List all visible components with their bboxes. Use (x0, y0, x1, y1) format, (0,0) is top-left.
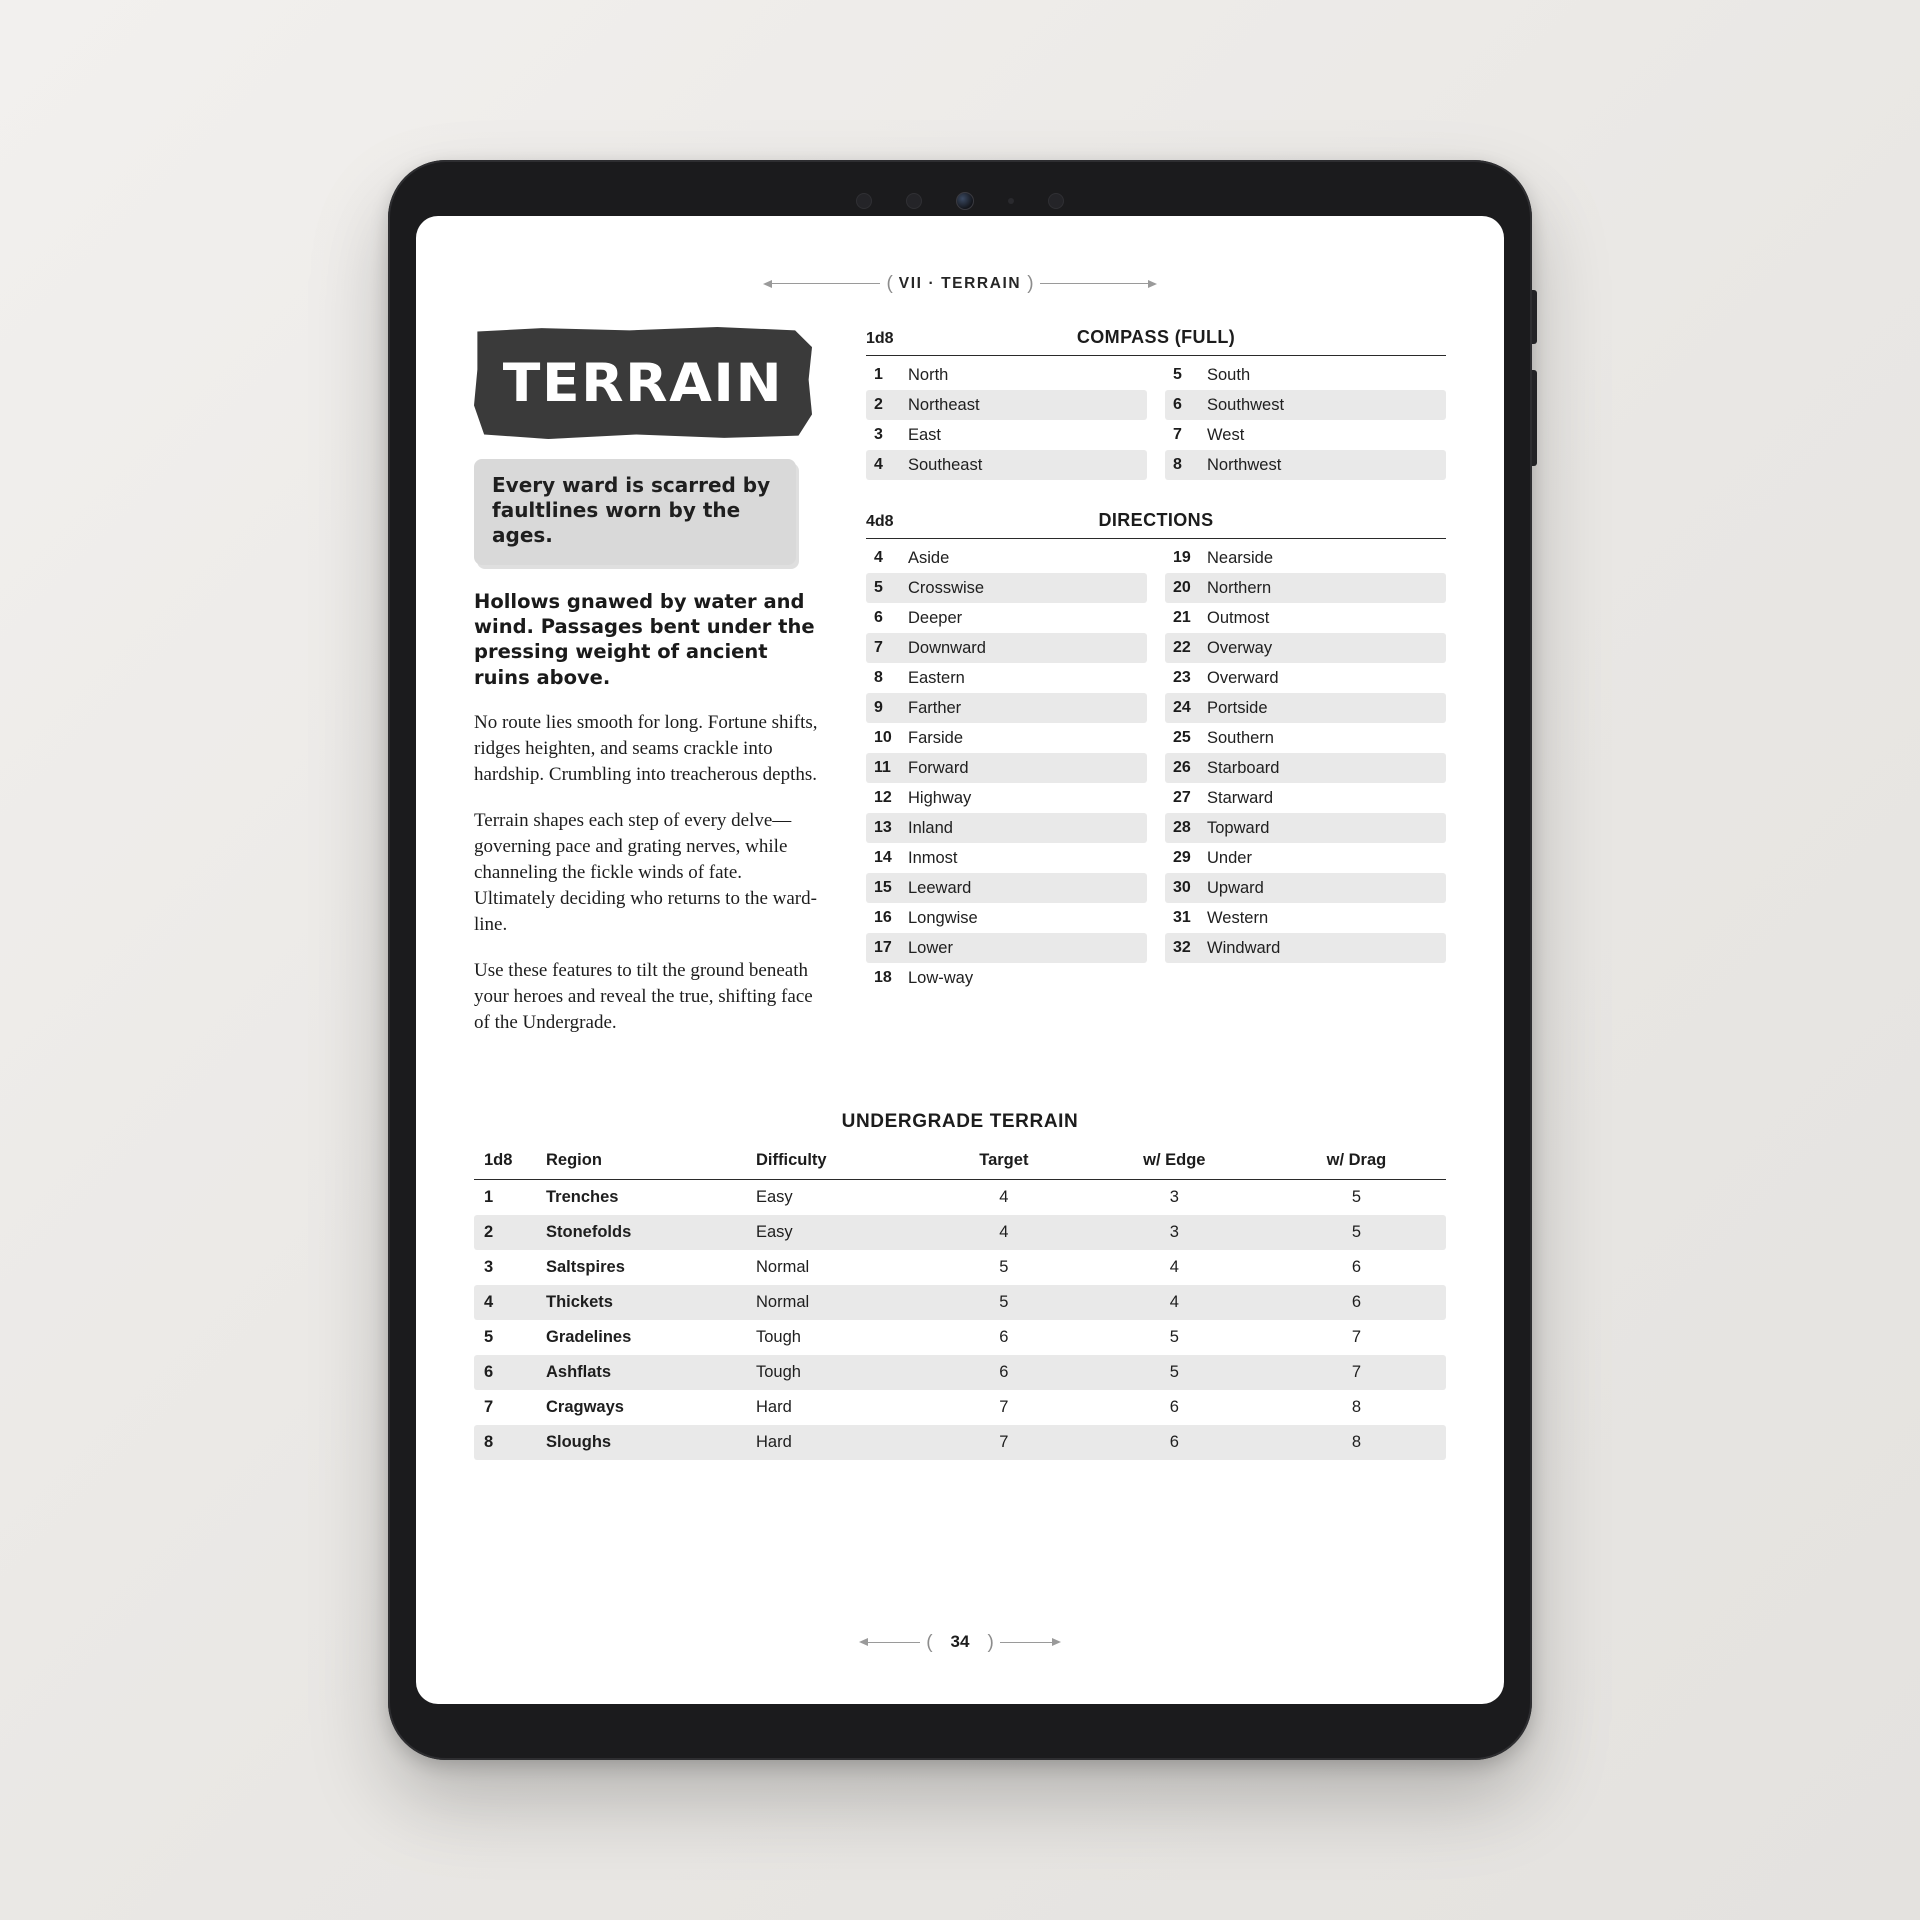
row-label: South (1207, 365, 1251, 384)
cell-region: Stonefolds (536, 1215, 746, 1250)
rule-tip-icon (859, 1638, 868, 1646)
rule-line (868, 1642, 920, 1643)
cell-target: 7 (926, 1425, 1082, 1460)
cell-region: Trenches (546, 1188, 619, 1207)
cell-region: Cragways (546, 1398, 624, 1417)
row-index: 23 (1173, 669, 1191, 686)
row-index: 6 (474, 1355, 536, 1390)
row-index: 4 (474, 1285, 536, 1320)
row-index: 17 (874, 939, 892, 956)
row-index: 1 (484, 1188, 494, 1207)
cell-edge: 6 (1169, 1398, 1179, 1417)
table-row (866, 450, 1147, 480)
cell-region: Gradelines (546, 1328, 632, 1347)
directions-column-left (866, 543, 1147, 993)
table-row (1165, 360, 1446, 390)
cell-drag: 8 (1351, 1398, 1362, 1417)
front-camera-icon (956, 192, 974, 210)
cell-region: Saltspires (546, 1258, 625, 1277)
compass-column-right (1165, 360, 1446, 480)
cell-drag: 5 (1267, 1215, 1446, 1250)
table-row (1165, 663, 1446, 693)
row-label: Southern (1207, 728, 1274, 747)
tablet-screen[interactable] (416, 216, 1504, 1704)
table-row (1165, 903, 1446, 933)
body-paragraph-3: Use these features to tilt the ground beneath your heroes and reveal the true, shifting face of the Undergrade. (474, 959, 813, 1034)
table-row (1165, 783, 1446, 813)
running-head-label: VII · TERRAIN (898, 274, 1022, 292)
row-label: Starboard (1207, 758, 1280, 777)
rule-line (1040, 283, 1148, 284)
table-row (866, 633, 1147, 663)
table-row (866, 963, 1147, 993)
rule-line (1000, 1642, 1052, 1643)
table-row (474, 1285, 1446, 1320)
cell-difficulty: Easy (746, 1215, 926, 1250)
table-row (866, 843, 1147, 873)
compass-column-left (866, 360, 1147, 480)
row-label: Aside (908, 548, 950, 567)
table-row (1165, 693, 1446, 723)
cell-edge: 3 (1169, 1188, 1179, 1207)
table-row (866, 573, 1147, 603)
row-label: Leeward (908, 878, 972, 897)
cell-region: Ashflats (536, 1355, 746, 1390)
cell-drag: 6 (1267, 1285, 1446, 1320)
row-index: 7 (1173, 426, 1182, 443)
row-label: Upward (1207, 878, 1264, 897)
row-index: 9 (874, 699, 883, 716)
row-index: 5 (1173, 366, 1182, 383)
table-row (1165, 603, 1446, 633)
table-row (866, 813, 1147, 843)
table-row (866, 603, 1147, 633)
cell-edge: 5 (1169, 1328, 1179, 1347)
row-label: Low-way (908, 968, 974, 987)
cell-difficulty: Hard (756, 1398, 792, 1417)
row-label: West (1207, 425, 1245, 444)
bracket-right-icon: ) (1027, 273, 1034, 294)
row-label: Starward (1207, 788, 1274, 807)
row-index: 4 (874, 456, 883, 473)
row-index: 19 (1173, 549, 1191, 566)
row-label: Windward (1207, 938, 1281, 957)
cell-target: 5 (999, 1258, 1009, 1277)
directions-table-title: DIRECTIONS (1098, 510, 1214, 530)
page-title: TERRAIN (502, 352, 784, 414)
cell-edge: 4 (1082, 1285, 1267, 1320)
column-header-edge: w/ Edge (1082, 1145, 1267, 1180)
running-head (474, 274, 1446, 293)
row-index: 22 (1173, 639, 1191, 656)
row-index: 16 (874, 909, 892, 926)
cell-target: 5 (926, 1285, 1082, 1320)
row-label: Farther (908, 698, 962, 717)
row-label: Eastern (908, 668, 965, 687)
row-index: 4 (874, 549, 883, 566)
table-row (866, 390, 1147, 420)
table-row (866, 933, 1147, 963)
row-label: Portside (1207, 698, 1268, 717)
bracket-right-icon: ) (987, 1631, 994, 1653)
directions-column-right (1165, 543, 1446, 993)
compass-table-header (866, 327, 1446, 356)
volume-up-button[interactable] (1532, 290, 1537, 344)
chapter-title-plate (474, 327, 812, 439)
rule-line (772, 283, 880, 284)
column-header-region: Region (536, 1145, 746, 1180)
cell-target: 6 (926, 1355, 1082, 1390)
undergrade-terrain-title: UNDERGRADE TERRAIN (841, 1111, 1079, 1133)
row-index: 20 (1173, 579, 1191, 596)
table-row (866, 663, 1147, 693)
page-number: 34 (950, 1632, 970, 1651)
cell-edge: 6 (1082, 1425, 1267, 1460)
cell-drag: 6 (1351, 1258, 1362, 1277)
table-row (1165, 933, 1446, 963)
table-row (866, 693, 1147, 723)
row-index: 5 (874, 579, 883, 596)
table-row (866, 723, 1147, 753)
cell-edge: 5 (1082, 1355, 1267, 1390)
table-row (474, 1425, 1446, 1460)
row-index: 32 (1173, 939, 1191, 956)
table-row (474, 1215, 1446, 1250)
table-row (1165, 873, 1446, 903)
document-page (416, 216, 1504, 1704)
directions-table-header (866, 510, 1446, 539)
table-row (1165, 723, 1446, 753)
volume-down-button[interactable] (1532, 370, 1537, 466)
table-row (866, 903, 1147, 933)
row-label: Overway (1207, 638, 1273, 657)
row-index: 24 (1173, 699, 1191, 716)
section-gap (866, 480, 1446, 510)
row-label: Topward (1207, 818, 1270, 837)
table-row (1165, 390, 1446, 420)
cell-region: Thickets (536, 1285, 746, 1320)
table-row (1165, 420, 1446, 450)
cell-difficulty: Normal (746, 1285, 926, 1320)
sensor-icon (1048, 193, 1064, 209)
row-index: 15 (874, 879, 892, 896)
row-index: 6 (1173, 396, 1182, 413)
row-label: Crosswise (908, 578, 985, 597)
cell-target: 4 (999, 1188, 1009, 1207)
bracket-left-icon: ( (886, 273, 893, 294)
content-columns (474, 327, 1446, 1055)
row-index: 7 (484, 1398, 494, 1417)
table-row (866, 783, 1147, 813)
row-label: Longwise (908, 908, 978, 927)
table-row (474, 1390, 1446, 1425)
row-label: Deeper (908, 608, 963, 627)
cell-drag: 5 (1351, 1188, 1362, 1207)
cell-drag: 7 (1267, 1355, 1446, 1390)
row-label: Inmost (908, 848, 958, 867)
table-row (1165, 843, 1446, 873)
table-row (474, 1355, 1446, 1390)
tagline-text: Every ward is scarred by faultlines worn by the ages. (492, 473, 771, 548)
row-label: Highway (908, 788, 972, 807)
page-folio (416, 1632, 1504, 1652)
column-header-target: Target (926, 1145, 1082, 1180)
rule-tip-icon (763, 280, 772, 288)
table-row (474, 1180, 1446, 1215)
row-index: 26 (1173, 759, 1191, 776)
cell-difficulty: Hard (746, 1425, 926, 1460)
cell-drag: 7 (1351, 1328, 1362, 1347)
row-label: Inland (908, 818, 953, 837)
table-row (1165, 633, 1446, 663)
row-index: 8 (1173, 456, 1182, 473)
column-header-dice: 1d8 (474, 1145, 536, 1180)
row-index: 10 (874, 729, 892, 746)
table-row (1165, 813, 1446, 843)
row-index: 1 (874, 366, 883, 383)
table-row (866, 420, 1147, 450)
right-column (866, 327, 1446, 993)
row-index: 2 (874, 396, 883, 413)
table-row (474, 1320, 1446, 1355)
row-label: Northeast (908, 395, 980, 414)
row-label: Lower (908, 938, 953, 957)
cell-drag: 8 (1267, 1425, 1446, 1460)
directions-dice-label: 4d8 (866, 513, 894, 530)
row-label: Southwest (1207, 395, 1285, 414)
sensor-icon (856, 193, 872, 209)
table-row (866, 873, 1147, 903)
row-index: 31 (1173, 909, 1191, 926)
row-index: 5 (484, 1328, 494, 1347)
row-label: Nearside (1207, 548, 1274, 567)
left-column (474, 327, 824, 1055)
cell-edge: 3 (1082, 1215, 1267, 1250)
table-row (1165, 543, 1446, 573)
body-paragraph-2: Terrain shapes each step of every delve—governing pace and grating nerves, while channeling the fickle winds of fate. Ultimately deciding who returns to the ward-line. (474, 809, 817, 936)
row-label: North (908, 365, 949, 384)
row-index: 8 (874, 669, 883, 686)
row-index: 3 (874, 426, 883, 443)
row-label: Overward (1207, 668, 1279, 687)
row-index: 7 (874, 639, 883, 656)
column-header-drag: w/ Drag (1267, 1145, 1446, 1180)
cell-difficulty: Tough (746, 1355, 926, 1390)
row-index: 6 (874, 609, 883, 626)
compass-table-title: COMPASS (FULL) (1076, 327, 1236, 347)
table-row (1165, 753, 1446, 783)
tablet-device (388, 160, 1532, 1760)
cell-target: 6 (999, 1328, 1009, 1347)
column-header-difficulty: Difficulty (746, 1145, 926, 1180)
tagline-box (474, 459, 796, 565)
row-index: 28 (1173, 819, 1191, 836)
cell-difficulty: Easy (756, 1188, 793, 1207)
body-paragraph-1: No route lies smooth for long. Fortune shifts, ridges heighten, and seams crackle into hardship. Crumbling into treacherous depths. (474, 711, 818, 786)
row-label: Northern (1207, 578, 1272, 597)
cell-target: 4 (926, 1215, 1082, 1250)
row-index: 29 (1173, 849, 1191, 866)
bracket-left-icon: ( (926, 1631, 933, 1653)
compass-dice-label: 1d8 (866, 330, 894, 347)
row-index: 3 (484, 1258, 494, 1277)
indicator-led-icon (1008, 198, 1014, 204)
row-index: 30 (1173, 879, 1191, 896)
undergrade-terrain-table (474, 1111, 1446, 1460)
cell-target: 7 (999, 1398, 1009, 1417)
row-label: Northwest (1207, 455, 1282, 474)
row-index: 2 (474, 1215, 536, 1250)
lede-paragraph: Hollows gnawed by water and wind. Passages bent under the pressing weight of ancient ruins above. (474, 589, 815, 689)
row-label: Outmost (1207, 608, 1270, 627)
row-label: Farside (908, 728, 964, 747)
sensor-icon (906, 193, 922, 209)
row-label: Southeast (908, 455, 983, 474)
row-label: Under (1207, 848, 1252, 867)
table-row (866, 753, 1147, 783)
row-index: 11 (874, 759, 891, 776)
cell-edge: 4 (1169, 1258, 1179, 1277)
row-index: 21 (1173, 609, 1191, 626)
cell-difficulty: Tough (756, 1328, 801, 1347)
row-label: Western (1207, 908, 1269, 927)
compass-table (866, 327, 1446, 480)
table-row (866, 543, 1147, 573)
row-index: 12 (874, 789, 892, 806)
table-row (1165, 450, 1446, 480)
row-index: 8 (474, 1425, 536, 1460)
table-header-row (474, 1145, 1446, 1180)
sensor-cluster (388, 186, 1532, 216)
table-row (474, 1250, 1446, 1285)
rule-tip-icon (1148, 280, 1157, 288)
rule-tip-icon (1052, 1638, 1061, 1646)
row-index: 27 (1173, 789, 1191, 806)
cell-difficulty: Normal (756, 1258, 810, 1277)
table-row (1165, 573, 1446, 603)
row-label: East (908, 425, 942, 444)
row-index: 13 (874, 819, 892, 836)
directions-table (866, 510, 1446, 993)
row-index: 25 (1173, 729, 1191, 746)
row-label: Forward (908, 758, 969, 777)
table-row (866, 360, 1147, 390)
row-index: 18 (874, 969, 892, 986)
row-label: Downward (908, 638, 986, 657)
row-index: 14 (874, 849, 892, 866)
cell-region: Sloughs (536, 1425, 746, 1460)
